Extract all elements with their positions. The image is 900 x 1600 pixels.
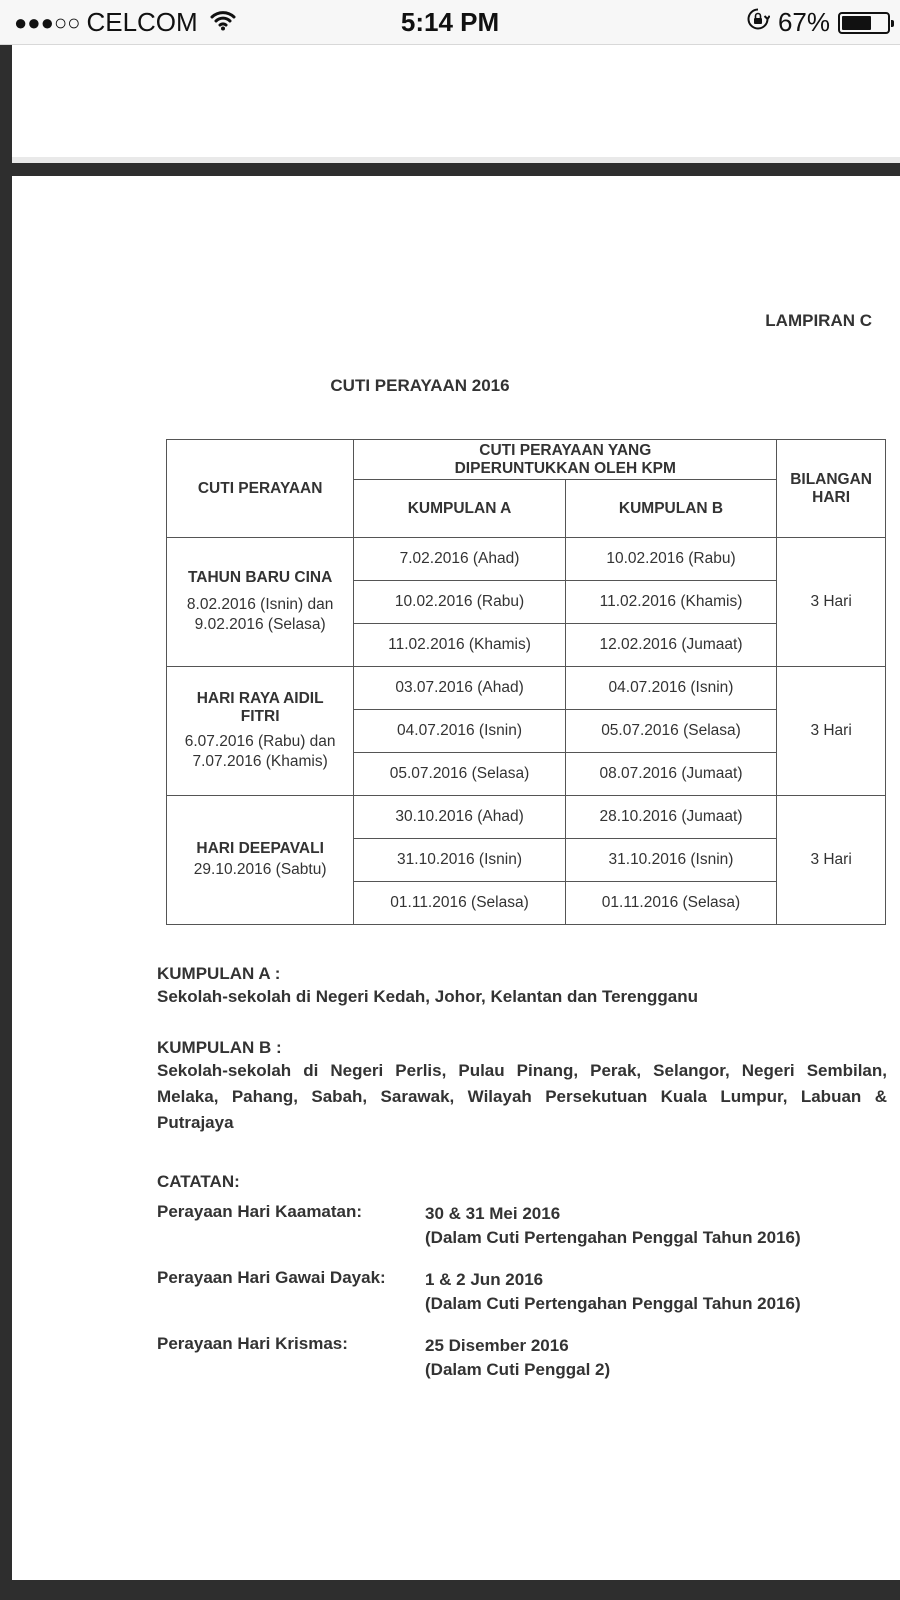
group-b-text: Sekolah-sekolah di Negeri Perlis, Pulau Pinang, Perak, Selangor, Negeri Sembilan, Melaka, Pahang, Sabah, Sarawak, Wilayah Persekutuan Kuala Lumpur, Labuan & Putrajaya — [157, 1061, 887, 1132]
group-b-heading: KUMPULAN B : — [157, 1038, 282, 1057]
group-b-date: 31.10.2016 (Isnin) — [565, 839, 776, 882]
status-bar — [0, 0, 900, 45]
festival-date: 29.10.2016 (Sabtu) — [193, 861, 327, 878]
group-b-date: 12.02.2016 (Jumaat) — [565, 624, 776, 667]
festival-name: TAHUN BARU CINA — [187, 569, 333, 586]
document-page[interactable] — [12, 176, 900, 1580]
note-value — [425, 1202, 801, 1250]
signal-strength-icon: ●●●○○ — [14, 9, 81, 35]
festival-date: 9.02.2016 (Selasa) — [194, 616, 326, 633]
days-count: 3 Hari — [777, 796, 886, 925]
festival-date: 6.07.2016 (Rabu) dan — [184, 733, 336, 750]
carrier-name: CELCOM — [86, 7, 198, 37]
group-a-date: 11.02.2016 (Khamis) — [354, 624, 565, 667]
group-b-section — [157, 1038, 887, 1136]
group-a-heading: KUMPULAN A : — [157, 964, 281, 983]
appendix-label: LAMPIRAN C — [765, 311, 872, 330]
group-a-date: 04.07.2016 (Isnin) — [354, 710, 565, 753]
header-festival: CUTI PERAYAAN — [167, 440, 354, 538]
note-label: Perayaan Hari Gawai Dayak: — [157, 1268, 386, 1287]
notes-heading: CATATAN: — [157, 1172, 240, 1191]
festival-date: 8.02.2016 (Isnin) dan — [186, 596, 334, 613]
festival-name: HARI DEEPAVALI — [196, 840, 324, 857]
header-days: BILANGAN HARI — [777, 440, 886, 538]
document-title: CUTI PERAYAAN 2016 — [330, 376, 510, 395]
battery-icon — [838, 12, 890, 34]
note-date: 1 & 2 Jun 2016 — [425, 1270, 544, 1289]
days-count: 3 Hari — [777, 538, 886, 667]
battery-percent: 67% — [777, 7, 830, 37]
group-a-date: 03.07.2016 (Ahad) — [354, 667, 565, 710]
festival-cell — [167, 538, 354, 667]
group-a-date: 01.11.2016 (Selasa) — [354, 882, 565, 925]
group-b-date: 04.07.2016 (Isnin) — [565, 667, 776, 710]
days-count: 3 Hari — [777, 667, 886, 796]
header-allocated: CUTI PERAYAAN YANG DIPERUNTUKKAN OLEH KPM — [354, 440, 777, 480]
note-remark: (Dalam Cuti Pertengahan Penggal Tahun 2016) — [425, 1228, 801, 1247]
status-time: 5:14 PM — [400, 7, 500, 37]
group-b-date: 10.02.2016 (Rabu) — [565, 538, 776, 581]
group-a-date: 05.07.2016 (Selasa) — [354, 753, 565, 796]
note-value — [425, 1334, 610, 1382]
orientation-lock-icon — [746, 7, 770, 38]
note-label: Perayaan Hari Krismas: — [157, 1334, 348, 1353]
group-a-date: 10.02.2016 (Rabu) — [354, 581, 565, 624]
battery-level — [842, 16, 871, 30]
festival-cell — [167, 796, 354, 925]
holiday-table — [166, 439, 886, 925]
note-date: 30 & 31 Mei 2016 — [425, 1204, 561, 1223]
group-b-date: 05.07.2016 (Selasa) — [565, 710, 776, 753]
status-right — [746, 7, 890, 38]
group-b-date: 08.07.2016 (Jumaat) — [565, 753, 776, 796]
header-group-a: KUMPULAN A — [354, 480, 565, 538]
header-group-b: KUMPULAN B — [565, 480, 776, 538]
group-b-date: 28.10.2016 (Jumaat) — [565, 796, 776, 839]
group-b-date: 01.11.2016 (Selasa) — [565, 882, 776, 925]
note-value — [425, 1268, 801, 1316]
note-remark: (Dalam Cuti Penggal 2) — [425, 1360, 611, 1379]
festival-cell — [167, 667, 354, 796]
group-a-section — [157, 964, 887, 1010]
group-a-date: 7.02.2016 (Ahad) — [354, 538, 565, 581]
festival-date: 7.07.2016 (Khamis) — [192, 753, 328, 770]
group-a-date: 30.10.2016 (Ahad) — [354, 796, 565, 839]
group-b-date: 11.02.2016 (Khamis) — [565, 581, 776, 624]
festival-name: HARI RAYA AIDIL FITRI — [196, 690, 324, 725]
note-label: Perayaan Hari Kaamatan: — [157, 1202, 363, 1221]
group-a-text: Sekolah-sekolah di Negeri Kedah, Johor, Kelantan dan Terengganu — [157, 987, 698, 1006]
note-date: 25 Disember 2016 — [425, 1336, 569, 1355]
note-remark: (Dalam Cuti Pertengahan Penggal Tahun 2016) — [425, 1294, 801, 1313]
previous-page[interactable] — [12, 45, 900, 163]
group-a-date: 31.10.2016 (Isnin) — [354, 839, 565, 882]
